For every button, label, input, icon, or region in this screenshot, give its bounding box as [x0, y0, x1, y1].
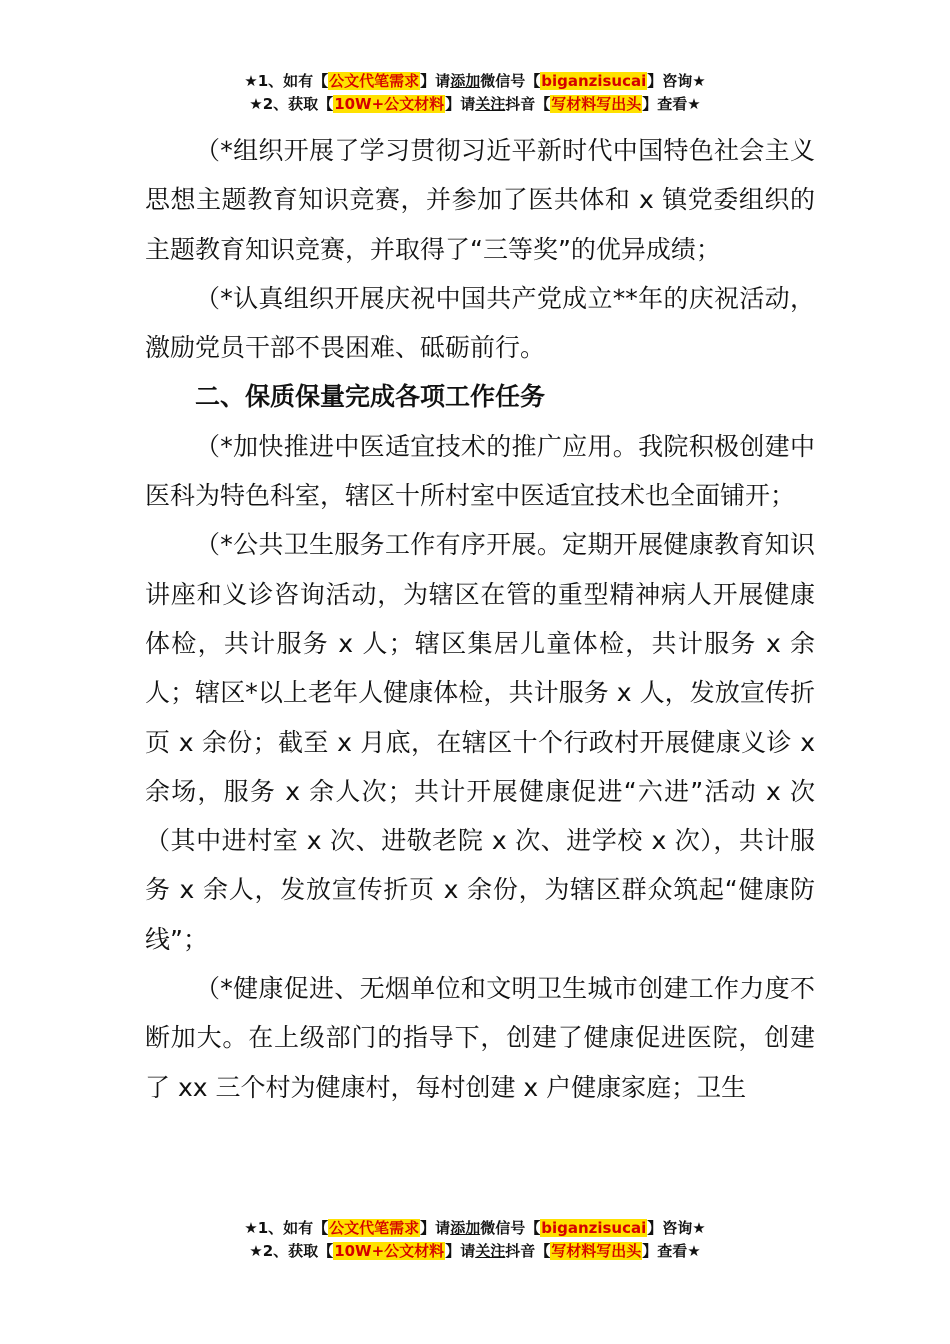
paragraph: （*组织开展了学习贯彻习近平新时代中国特色社会主义思想主题教育知识竞赛，并参加了医共体和 x 镇党委组织的主题教育知识竞赛，并取得了“三等奖”的优异成绩；	[145, 136, 815, 264]
banner-underline: 添加	[450, 72, 481, 90]
banner-text: ★1、如有【	[244, 1219, 329, 1237]
banner-line-2	[0, 1240, 950, 1263]
banner-text: 】查看★	[642, 95, 701, 113]
header-banner	[0, 70, 950, 116]
document-body	[145, 126, 815, 1112]
banner-highlight: 写材料写出头	[551, 95, 642, 113]
banner-text: 】请	[420, 1219, 451, 1237]
banner-highlight: biganzisucai	[541, 1219, 647, 1237]
footer-banner	[0, 1217, 950, 1263]
banner-underline: 添加	[450, 1219, 481, 1237]
banner-underline: 关注	[475, 95, 506, 113]
banner-highlight: 10W+公文材料	[334, 1242, 445, 1260]
banner-highlight: 公文代笔需求	[329, 72, 420, 90]
paragraph: （*公共卫生服务工作有序开展。定期开展健康教育知识讲座和义诊咨询活动，为辖区在管的重型精神病人开展健康体检，共计服务 x 人；辖区集居儿童体检，共计服务 x 余人；辖区*以上老年人健康体检，共计服务 x 人，发放宣传折页 x 余份；截至 x 月底，在辖区十个行政村开展健康义诊 x 余场，服务 x 余人次；共计开展健康促进“六进”活动 x 次（其中进村室 x 次、进敬老院 x 次、进学校 x 次），共计服务 x 余人，发放宣传折页 x 余份，为辖区群众筑起“健康防线”；	[145, 530, 815, 954]
banner-highlight: 写材料写出头	[551, 1242, 642, 1260]
paragraph: （*认真组织开展庆祝中国共产党成立**年的庆祝活动，激励党员干部不畏困难、砥砺前行。	[145, 283, 815, 363]
banner-text: ★2、获取【	[249, 1242, 334, 1260]
banner-highlight: 公文代笔需求	[329, 1219, 420, 1237]
banner-line-1	[0, 1217, 950, 1240]
banner-highlight: 10W+公文材料	[334, 95, 445, 113]
paragraph: （*加快推进中医适宜技术的推广应用。我院积极创建中医科为特色科室，辖区十所村室中医适宜技术也全面铺开；	[145, 431, 815, 511]
section-heading: 二、保质保量完成各项工作任务	[195, 382, 546, 412]
banner-text: 】请	[445, 1242, 476, 1260]
banner-text: 】咨询★	[647, 1219, 706, 1237]
banner-text: 】请	[420, 72, 451, 90]
banner-line-1	[0, 70, 950, 93]
banner-text: 微信号【	[480, 1219, 541, 1237]
paragraph: （*健康促进、无烟单位和文明卫生城市创建工作力度不断加大。在上级部门的指导下，创建了健康促进医院，创建了 xx 三个村为健康村，每村创建 x 户健康家庭；卫生	[145, 974, 815, 1102]
banner-text: 】请	[445, 95, 476, 113]
banner-underline: 关注	[475, 1242, 506, 1260]
banner-highlight: biganzisucai	[541, 72, 647, 90]
banner-text: ★1、如有【	[244, 72, 329, 90]
banner-text: 抖音【	[505, 1242, 551, 1260]
banner-text: ★2、获取【	[249, 95, 334, 113]
banner-text: 】咨询★	[647, 72, 706, 90]
banner-line-2	[0, 93, 950, 116]
banner-text: 抖音【	[505, 95, 551, 113]
banner-text: 微信号【	[480, 72, 541, 90]
banner-text: 】查看★	[642, 1242, 701, 1260]
